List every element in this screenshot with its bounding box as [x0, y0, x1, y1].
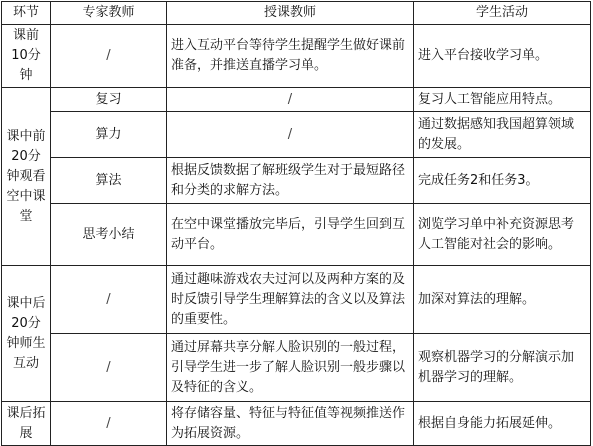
empty-cell-slash: /: [167, 112, 414, 158]
teacher-cell-pre-class: 进入互动平台等待学生提醒学生做好课前准备，并推送直播学习单。: [167, 25, 414, 88]
student-cell-interact-2: 观察机器学习的分解演示加机器学习的理解。: [414, 334, 591, 402]
stage-in-class-after: 课中后20分钟师生互动: [2, 266, 51, 402]
teacher-cell-interact-2: 通过屏幕共享分解人脸识别的一般过程，引导学生进一步了解人脸识别一般步骤以及特征的含义。: [167, 334, 414, 402]
expert-item-algorithm: 算法: [51, 158, 167, 204]
expert-item-computing: 算力: [51, 112, 167, 158]
expert-item-review: 复习: [51, 88, 167, 112]
stage-after-class: 课后拓展: [2, 402, 51, 446]
teacher-cell-interact-1: 通过趣味游戏农夫过河以及两种方案的及时反馈引导学生理解算法的含义以及算法的重要性。: [167, 266, 414, 334]
expert-item-summary: 思考小结: [51, 204, 167, 266]
empty-cell-slash: /: [51, 266, 167, 334]
table-row: [2, 204, 591, 266]
student-cell-algorithm: 完成任务2和任务3。: [414, 158, 591, 204]
table-row: [2, 266, 591, 334]
empty-cell-slash: /: [51, 25, 167, 88]
header-stage: 环节: [2, 2, 51, 25]
student-cell-review: 复习人工智能应用特点。: [414, 88, 591, 112]
student-cell-summary: 浏览学习单中补充资源思考人工智能对社会的影响。: [414, 204, 591, 266]
student-cell-computing: 通过数据感知我国超算领域的发展。: [414, 112, 591, 158]
student-cell-pre-class: 进入平台接收学习单。: [414, 25, 591, 88]
header-teaching-teacher: 授课教师: [167, 2, 414, 25]
teacher-cell-algorithm: 根据反馈数据了解班级学生对于最短路径和分类的求解方法。: [167, 158, 414, 204]
stage-in-class-before: 课中前20分钟观看空中课堂: [2, 88, 51, 266]
stage-pre-class: 课前10分钟: [2, 25, 51, 88]
empty-cell-slash: /: [51, 334, 167, 402]
header-expert-teacher: 专家教师: [51, 2, 167, 25]
student-cell-after-class: 根据自身能力拓展延伸。: [414, 402, 591, 446]
lesson-plan-table: [1, 1, 591, 446]
table-row: [2, 334, 591, 402]
table-row: [2, 402, 591, 446]
table-row: [2, 25, 591, 88]
header-student-activity: 学生活动: [414, 2, 591, 25]
teacher-cell-after-class: 将存储容量、特征与特征值等视频推送作为拓展资源。: [167, 402, 414, 446]
table-row: [2, 112, 591, 158]
table-row: [2, 88, 591, 112]
header-row: [2, 2, 591, 25]
empty-cell-slash: /: [51, 402, 167, 446]
empty-cell-slash: /: [167, 88, 414, 112]
student-cell-interact-1: 加深对算法的理解。: [414, 266, 591, 334]
table-row: [2, 158, 591, 204]
teacher-cell-summary: 在空中课堂播放完毕后，引导学生回到互动平台。: [167, 204, 414, 266]
